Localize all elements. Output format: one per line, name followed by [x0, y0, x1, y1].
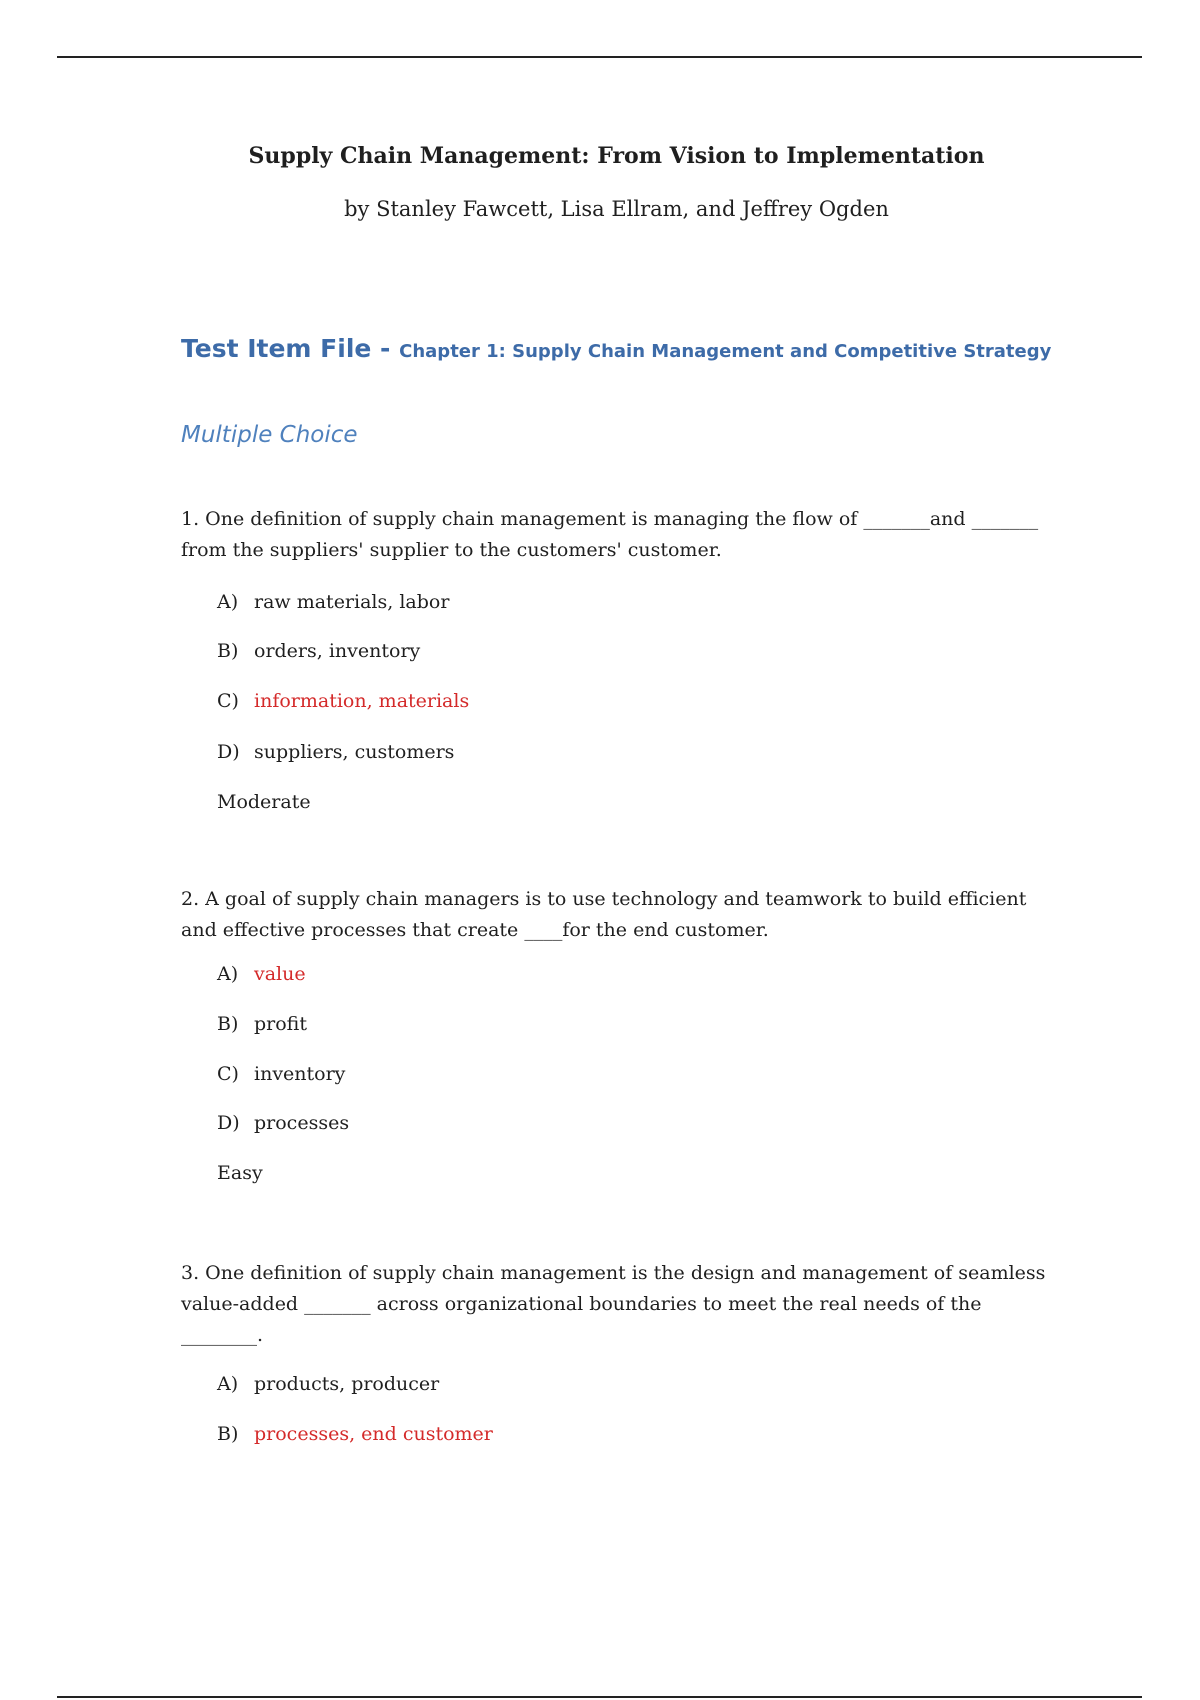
option-letter: A): [217, 591, 239, 613]
bottom-rule: [57, 1696, 1142, 1698]
section-heading-main: Test Item File -: [181, 334, 400, 363]
option-text: processes: [254, 1112, 350, 1134]
document-title: Supply Chain Management: From Vision to Implementation: [248, 143, 985, 169]
option-letter: D): [217, 741, 240, 763]
question-3-option-a: [217, 1372, 439, 1396]
option-letter: D): [217, 1112, 240, 1134]
question-3-option-b: [217, 1422, 493, 1446]
question-1-option-d: [217, 740, 454, 764]
question-2-option-a: [217, 962, 306, 986]
option-letter: A): [217, 1373, 239, 1395]
question-2-stem: 2. A goal of supply chain managers is to use technology and teamwork to build efficient and effective processes that create ____for the end customer.: [181, 888, 1027, 941]
option-text: suppliers, customers: [254, 741, 455, 763]
question-1-option-b: [217, 639, 420, 663]
option-letter: A): [217, 963, 239, 985]
top-rule: [57, 56, 1142, 58]
question-2-option-b: [217, 1012, 307, 1036]
option-letter: B): [217, 1013, 239, 1035]
option-letter: B): [217, 640, 239, 662]
option-letter: C): [217, 690, 239, 712]
option-text-correct: processes, end customer: [254, 1423, 493, 1445]
option-text: orders, inventory: [254, 640, 421, 662]
option-text: raw materials, labor: [254, 591, 450, 613]
option-text: inventory: [254, 1063, 346, 1085]
question-1-option-a: [217, 590, 449, 614]
section-heading: [181, 334, 1051, 363]
question-2-option-c: [217, 1062, 345, 1086]
option-letter: C): [217, 1063, 239, 1085]
question-3-stem: 3. One definition of supply chain management is the design and management of seamless value-added _______ across organizational boundaries to meet the real needs of the ________.: [181, 1262, 1046, 1346]
question-1-option-c: [217, 689, 469, 713]
question-2-difficulty: Easy: [217, 1162, 263, 1184]
question-2-option-d: [217, 1111, 349, 1135]
section-heading-chapter: Chapter 1: Supply Chain Management and Competitive Strategy: [399, 341, 1052, 362]
question-1-difficulty: Moderate: [217, 791, 311, 813]
document-authors: by Stanley Fawcett, Lisa Ellram, and Jeffrey Ogden: [344, 197, 889, 221]
option-text-correct: information, materials: [254, 690, 470, 712]
subsection-heading: Multiple Choice: [181, 422, 358, 448]
option-text: profit: [254, 1013, 307, 1035]
option-text-correct: value: [254, 963, 306, 985]
option-letter: B): [217, 1423, 239, 1445]
option-text: products, producer: [254, 1373, 440, 1395]
question-1-stem: 1. One definition of supply chain management is managing the flow of _______and _______ from the suppliers' supplier to the customers' customer.: [181, 508, 1039, 561]
